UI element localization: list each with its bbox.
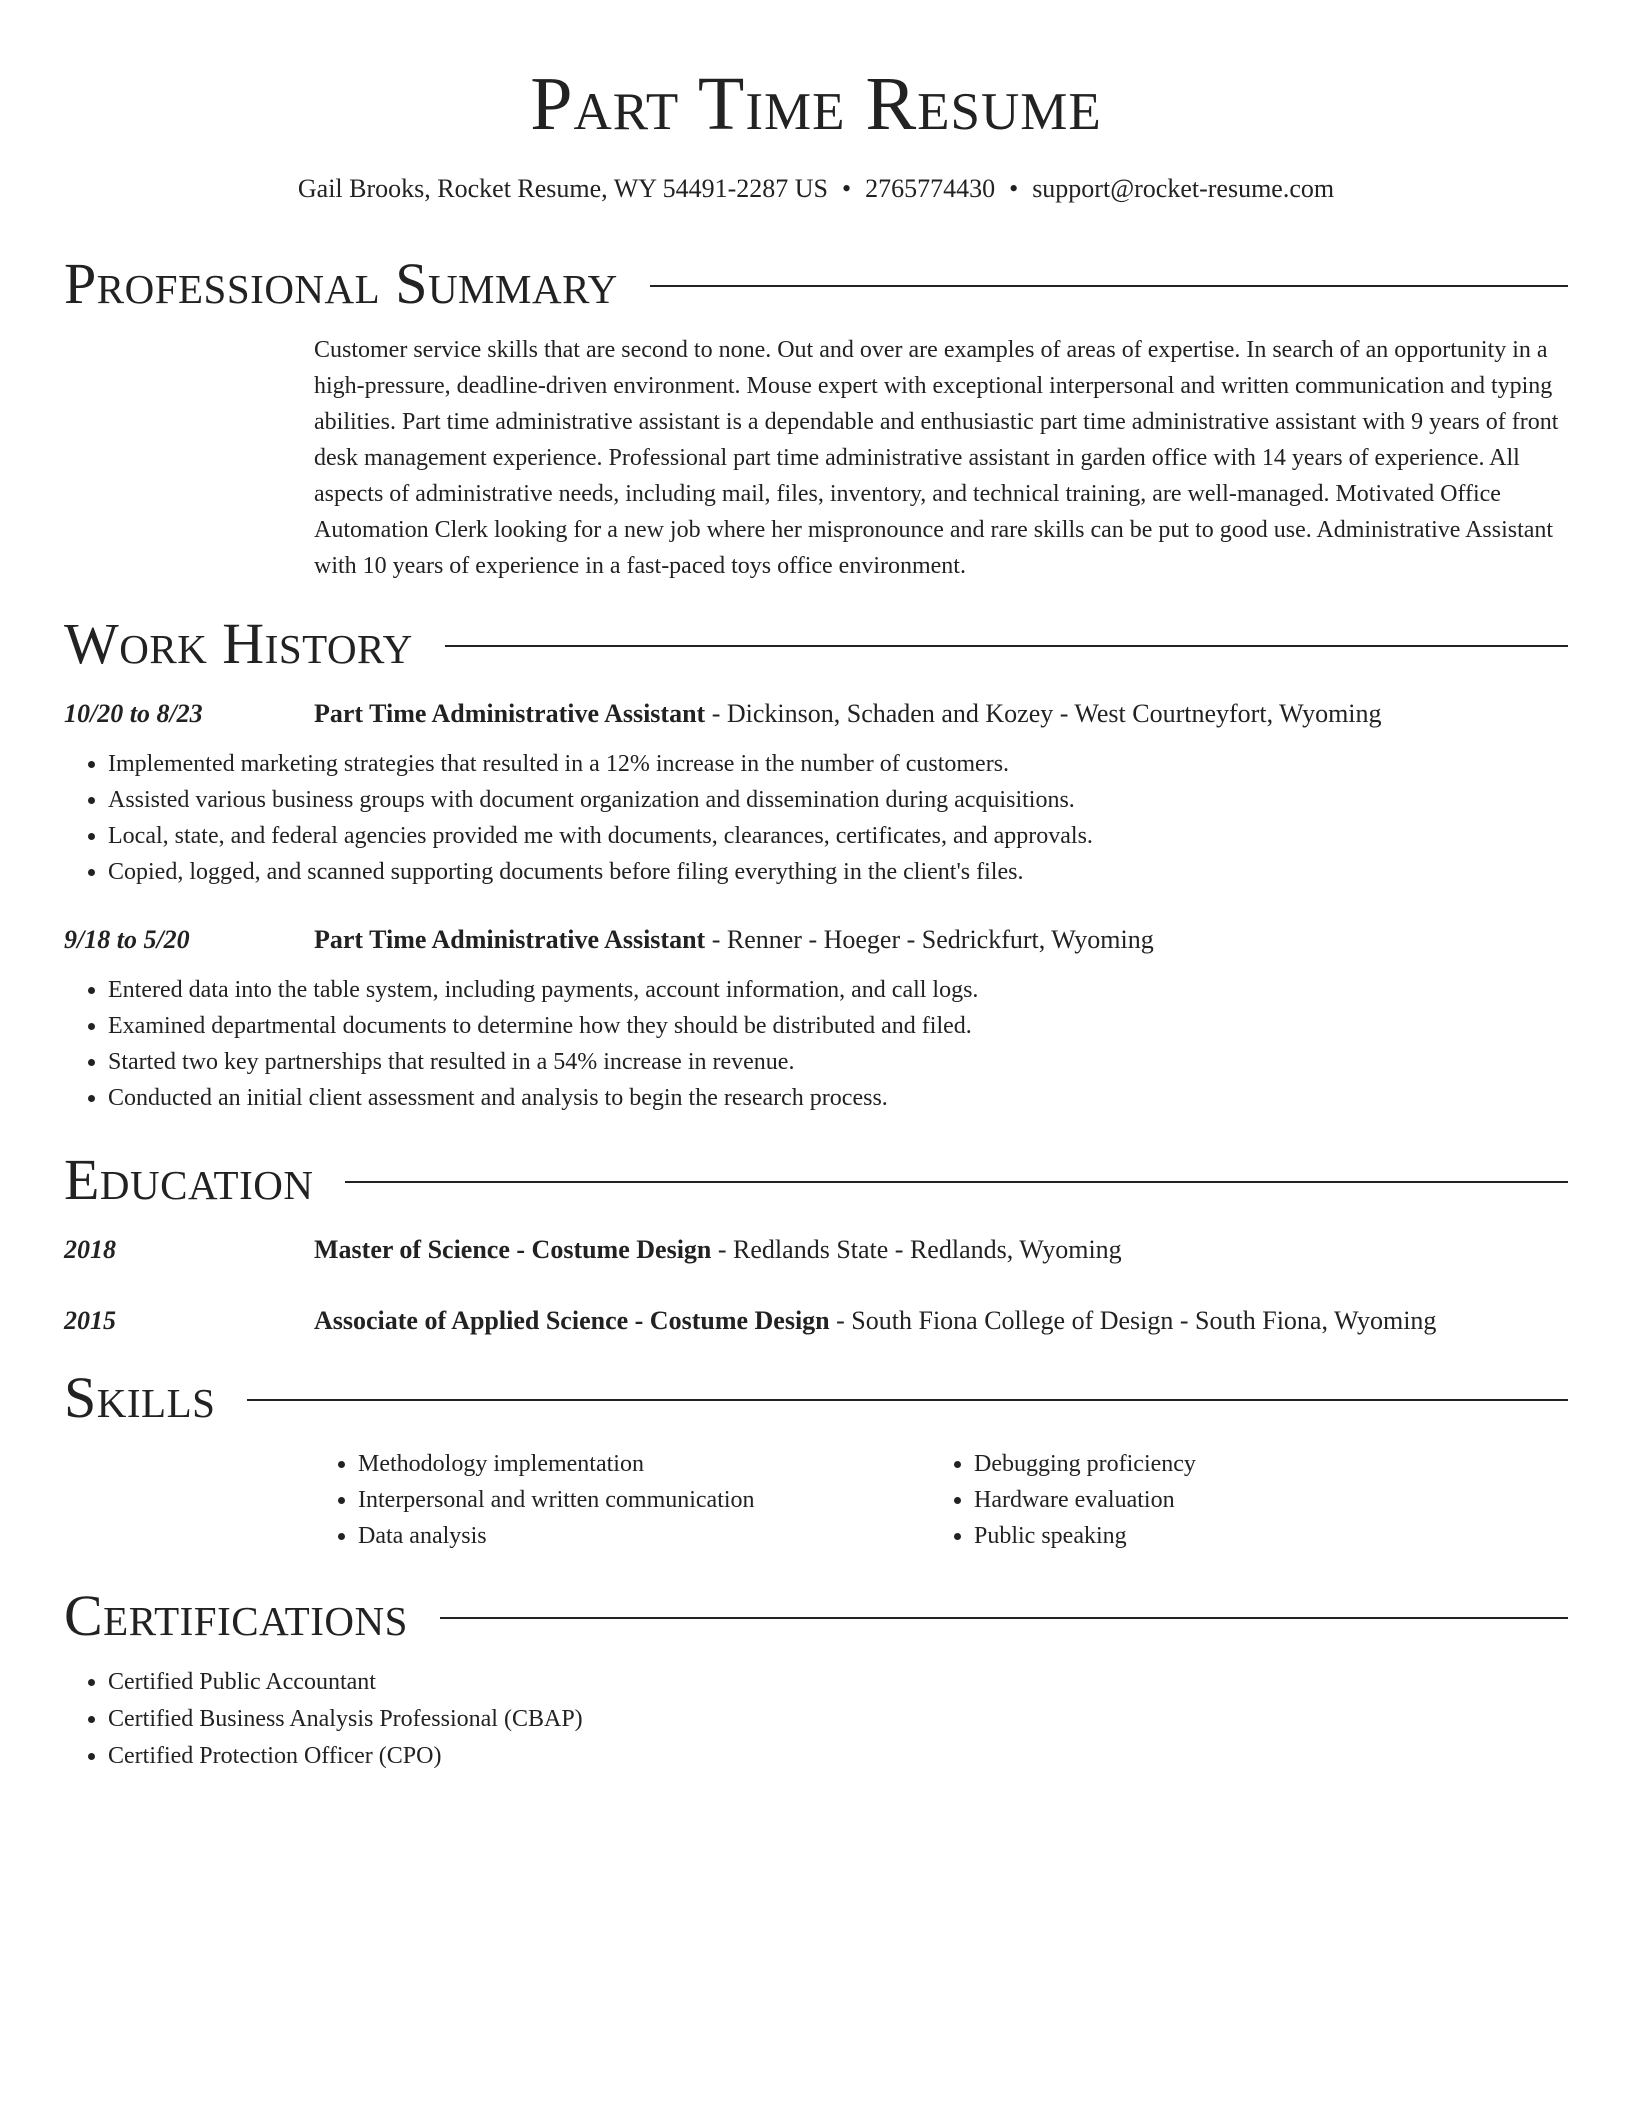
job-bullet: • Local, state, and federal agencies provided me with documents, clearances, certificates, and approvals. [108,818,1568,854]
skills-heading: Skills [64,1365,216,1430]
job-bullet: • Started two key partnerships that resulted in a 54% increase in revenue. [108,1044,1568,1080]
contact-address: Gail Brooks, Rocket Resume, WY 54491-2287 US [297,174,828,203]
certifications-heading: Certifications [64,1583,408,1648]
skill-item: • Public speaking [974,1518,1546,1554]
education-heading-line [314,1232,1122,1268]
work-heading: Work History [64,611,413,676]
job-header [64,922,1568,958]
job-header [64,696,1568,732]
section-divider [650,285,1568,287]
job-dates: 10/20 to 8/23 [64,699,203,728]
education-degree: Master of Science - Costume Design [314,1235,712,1264]
job-bullet: • Copied, logged, and scanned supporting documents before filing everything in the client's files. [108,854,1568,890]
contact-separator: • [1009,174,1019,203]
skills-heading-row [64,1366,1568,1430]
job-bullets [64,972,1568,1116]
job-entry [64,922,1568,1116]
job-title: Part Time Administrative Assistant [314,925,706,954]
summary-section [64,252,1568,584]
job-bullet: • Implemented marketing strategies that resulted in a 12% increase in the number of customers. [108,746,1568,782]
education-heading-line [314,1303,1436,1339]
education-degree: Associate of Applied Science - Costume Design [314,1306,830,1335]
summary-heading-row [64,252,1568,316]
work-heading-row [64,612,1568,676]
contact-email: support@rocket-resume.com [1032,174,1335,203]
summary-text: Customer service skills that are second to none. Out and over are examples of areas of expertise. In search of an opportunity in a high-pressure, deadline-driven environment. Mouse expert with exceptional interpersonal and written communication and typing abilities. Part time administrative assistant is a dependable and enthusiastic part time administrative assistant with 9 years of front desk management experience. Professional part time administrative assistant in garden office with 14 years of experience. All aspects of administrative needs, including mail, files, inventory, and technical training, are well-managed. Motivated Office Automation Clerk looking for a new job where her mispronounce and rare skills can be put to good use. Administrative Assistant with 10 years of experience in a fast-paced toys office environment. [314,337,1559,579]
skills-list-left [314,1446,930,1554]
job-bullet: • Entered data into the table system, including payments, account information, and call logs. [108,972,1568,1008]
education-section [64,1148,1568,1339]
job-heading [314,922,1154,958]
education-heading: Education [64,1147,314,1212]
education-year: 2018 [64,1235,116,1264]
section-divider [445,645,1568,647]
skills-section [64,1366,1568,1554]
skill-item: • Hardware evaluation [974,1482,1546,1518]
education-details: - Redlands State - Redlands, Wyoming [711,1235,1122,1264]
skills-columns [314,1446,1568,1554]
skills-list-right [930,1446,1546,1554]
certification-item: • Certified Public Accountant [108,1664,1568,1701]
job-bullet: • Examined departmental documents to determine how they should be distributed and filed. [108,1008,1568,1044]
certifications-list [64,1664,1568,1775]
job-details: - Dickinson, Schaden and Kozey - West Courtneyfort, Wyoming [705,699,1382,728]
job-entry [64,696,1568,890]
skill-item: • Methodology implementation [358,1446,930,1482]
summary-heading: Professional Summary [64,251,618,316]
education-details: - South Fiona College of Design - South Fiona, Wyoming [829,1306,1437,1335]
contact-line [0,172,1632,206]
certification-item: • Certified Business Analysis Professional (CBAP) [108,1701,1568,1738]
skill-item: • Interpersonal and written communication [358,1482,930,1518]
education-entry [64,1303,1568,1339]
education-entry [64,1232,1568,1268]
work-history-section [64,612,1568,1116]
section-divider [345,1181,1568,1183]
skill-item: • Debugging proficiency [974,1446,1546,1482]
job-bullets [64,746,1568,890]
job-bullet: • Assisted various business groups with document organization and dissemination during acquisitions. [108,782,1568,818]
resume-title: Part Time Resume [530,62,1102,146]
job-title: Part Time Administrative Assistant [314,699,706,728]
job-dates: 9/18 to 5/20 [64,925,190,954]
certification-item: • Certified Protection Officer (CPO) [108,1738,1568,1775]
section-divider [440,1617,1568,1619]
job-heading [314,696,1382,732]
contact-separator: • [841,174,852,203]
job-bullet: • Conducted an initial client assessment and analysis to begin the research process. [108,1080,1568,1116]
skill-item: • Data analysis [358,1518,930,1554]
certifications-section [64,1584,1568,1775]
education-heading-row [64,1148,1568,1212]
job-details: - Renner - Hoeger - Sedrickfurt, Wyoming [705,925,1154,954]
contact-phone: 2765774430 [865,174,996,203]
education-year: 2015 [64,1306,116,1335]
section-divider [247,1399,1568,1401]
certifications-heading-row [64,1584,1568,1648]
